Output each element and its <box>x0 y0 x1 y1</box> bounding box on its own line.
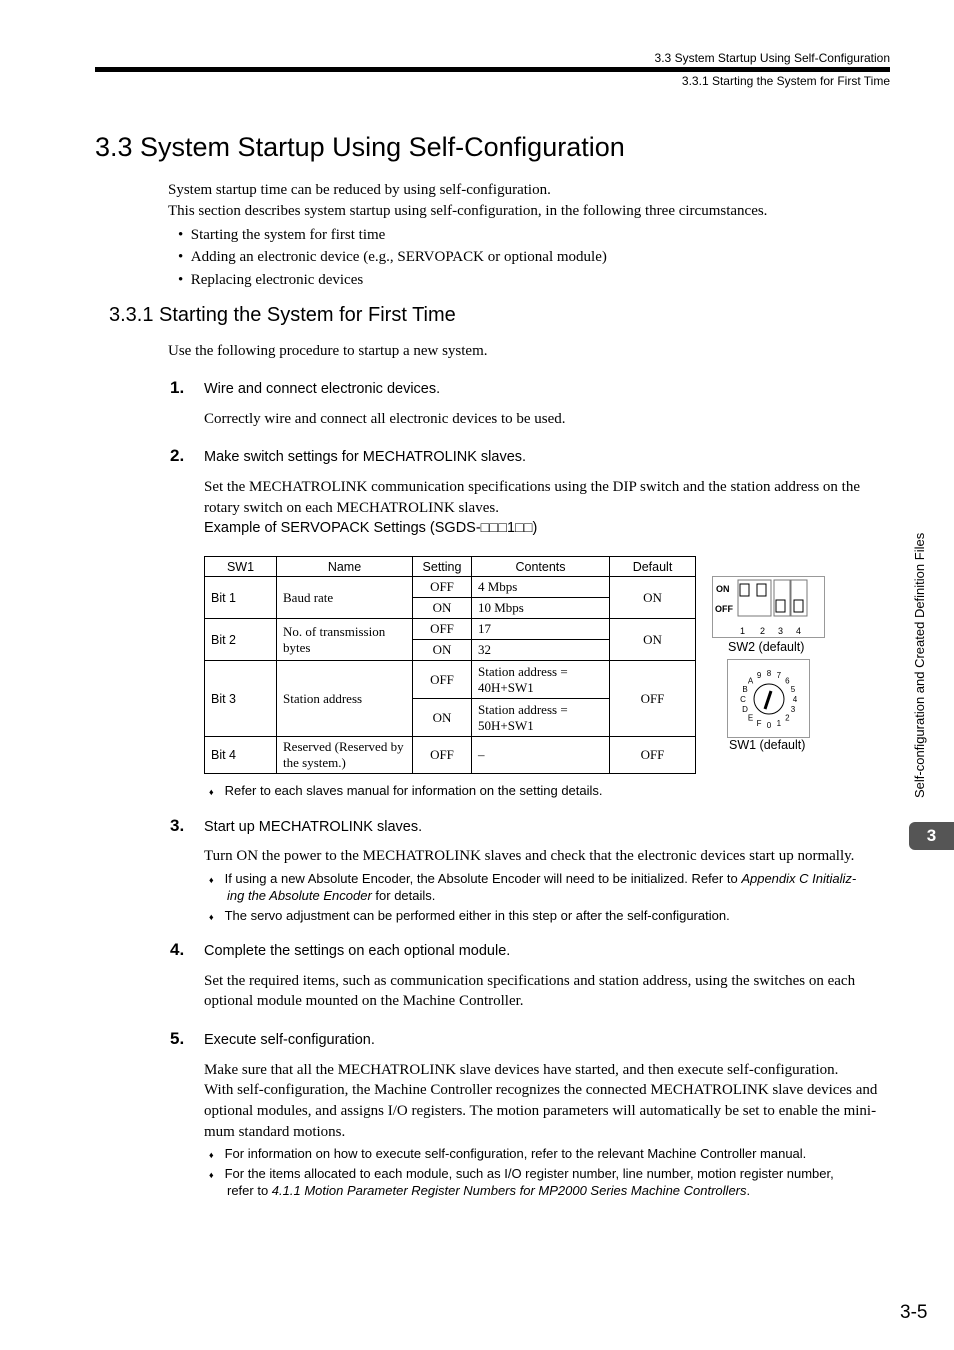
rotary-label: 1 <box>776 719 782 728</box>
table-cell-setting: OFF <box>413 577 472 598</box>
step-3-note-1-tail: for details. <box>371 888 436 903</box>
table-header: SW1 <box>205 557 277 577</box>
step-3-note-1-ref-cont: ing the Absolute Encoder <box>227 888 372 903</box>
rotary-label: A <box>747 676 754 686</box>
step-5-body-2: With self-configuration, the Machine Controller recognizes the connected MECHATROLINK slave devices and <box>204 1082 878 1098</box>
step-5-note-1: ♦ For information on how to execute self-configuration, refer to the relevant Machine Controller manual. <box>209 1146 807 1161</box>
sw2-caption: SW2 (default) <box>728 640 805 654</box>
rotary-label: 6 <box>785 676 790 686</box>
rotary-label: 9 <box>756 671 762 680</box>
dip-number-1: 1 <box>740 626 746 636</box>
table-row <box>205 577 696 598</box>
rotary-label: E <box>747 713 754 723</box>
table-header: Contents <box>472 557 610 577</box>
table-cell-setting: OFF <box>413 661 472 699</box>
rotary-label: F <box>756 719 762 728</box>
step-1-number: 1. <box>170 378 185 397</box>
bullet-3-text: Replacing electronic devices <box>190 272 364 288</box>
table-row <box>205 737 696 774</box>
table-cell-bit: Bit 1 <box>205 577 277 619</box>
step-5-note-2-text: For the items allocated to each module, such as I/O register number, line number, motion register number, <box>224 1166 834 1181</box>
table-cell-bit: Bit 2 <box>205 619 277 661</box>
table-cell-setting: OFF <box>413 619 472 640</box>
table-cell-default: OFF <box>610 661 696 737</box>
step-5-note-1-text: For information on how to execute self-configuration, refer to the relevant Machine Controller manual. <box>224 1146 807 1161</box>
bullet-2: • Adding an electronic device (e.g., SERVOPACK or optional module) <box>178 249 607 265</box>
side-chapter-label: Self-configuration and Created Definition Files <box>912 532 927 798</box>
table-cell-bit: Bit 4 <box>205 737 277 774</box>
header-rule <box>95 67 890 72</box>
table-cell-default: OFF <box>610 737 696 774</box>
dip-number-3: 3 <box>778 626 784 636</box>
servopack-settings-table <box>204 556 696 774</box>
step-3-number: 3. <box>170 816 185 835</box>
step-2-number: 2. <box>170 446 185 465</box>
dip-number-4: 4 <box>796 626 802 636</box>
table-cell-bit: Bit 3 <box>205 661 277 737</box>
dip-off-label: OFF <box>715 604 733 614</box>
dip-switch-sw2 <box>712 576 826 638</box>
step-4-body-2: optional module mounted on the Machine Controller. <box>204 993 524 1009</box>
subsection-intro: Use the following procedure to startup a new system. <box>168 343 488 359</box>
step-5-title: Execute self-configuration. <box>204 1032 375 1048</box>
step-3-body: Turn ON the power to the MECHATROLINK slaves and check that the electronic devices start up normally. <box>204 848 855 864</box>
table-cell-contents: 10 Mbps <box>472 598 610 619</box>
rotary-label: 5 <box>790 685 796 695</box>
table-cell-setting: OFF <box>413 737 472 774</box>
bullet-2-text: Adding an electronic device (e.g., SERVOPACK or optional module) <box>190 249 607 265</box>
step-3-note-1-ref: Appendix C Initializ- <box>741 871 857 886</box>
step-5-body-3: optional modules, and assigns I/O registers. The motion parameters will automatically be set to enable the mini- <box>204 1103 877 1119</box>
table-cell-name: Reserved (Reserved by the system.) <box>277 737 413 774</box>
rotary-label: D <box>742 704 748 714</box>
table-cell-name: Baud rate <box>277 577 413 619</box>
rotary-label: C <box>740 695 746 704</box>
step-3-note-1-text: If using a new Absolute Encoder, the Absolute Encoder will need to be initialized. Refer to <box>224 871 742 886</box>
table-header-row <box>205 557 696 577</box>
bullet-1: • Starting the system for first time <box>178 227 386 243</box>
intro-line-1: System startup time can be reduced by using self-configuration. <box>168 182 551 198</box>
table-cell-setting: ON <box>413 640 472 661</box>
intro-line-2: This section describes system startup using self-configuration, in the following three circumstances. <box>168 203 768 219</box>
step-3-note-1: ♦ If using a new Absolute Encoder, the Absolute Encoder will need to be initialized. Refer to Appendix C Initializ- <box>209 871 857 886</box>
step-5-note-2: ♦ For the items allocated to each module, such as I/O register number, line number, motion register number, <box>209 1166 834 1181</box>
step-2-example: Example of SERVOPACK Settings (SGDS-□□□1□□) <box>204 520 538 536</box>
table-cell-contents: Station address = 50H+SW1 <box>472 699 610 737</box>
rotary-label: 4 <box>792 695 798 704</box>
table-header: Setting <box>413 557 472 577</box>
table-cell-setting: ON <box>413 699 472 737</box>
sw1-caption: SW1 (default) <box>729 738 806 752</box>
step-2-body-2: rotary switch on each MECHATROLINK slaves. <box>204 500 499 516</box>
step-4-number: 4. <box>170 940 185 959</box>
table-cell-name: Station address <box>277 661 413 737</box>
step-3-title: Start up MECHATROLINK slaves. <box>204 819 423 835</box>
step-2-note-text: Refer to each slaves manual for information on the setting details. <box>224 783 603 798</box>
step-3-note-2: ♦ The servo adjustment can be performed either in this step or after the self-configuration. <box>209 908 730 923</box>
step-5-number: 5. <box>170 1029 185 1048</box>
bullet-3: • Replacing electronic devices <box>178 272 364 288</box>
running-header-section: 3.3 System Startup Using Self-Configuration <box>654 51 890 65</box>
subsection-title: 3.3.1 Starting the System for First Time <box>109 304 456 326</box>
running-header-subsection: 3.3.1 Starting the System for First Time <box>681 74 890 88</box>
step-5-note-2-tail: . <box>746 1183 751 1198</box>
step-5-note-2-ref: 4.1.1 Motion Parameter Register Numbers for MP2000 Series Machine Controllers <box>271 1183 747 1198</box>
step-3-note-2-text: The servo adjustment can be performed either in this step or after the self-configuration. <box>224 908 730 923</box>
table-cell-contents: – <box>472 737 610 774</box>
step-5-body-1: Make sure that all the MECHATROLINK slave devices have started, and then execute self-configuration. <box>204 1062 839 1078</box>
table-cell-default: ON <box>610 577 696 619</box>
step-5-note-2-cont <box>227 1182 750 1199</box>
step-3-note-1-cont <box>227 887 435 904</box>
table-header: Name <box>277 557 413 577</box>
rotary-switch-sw1 <box>727 659 811 739</box>
rotary-label: 8 <box>766 669 772 678</box>
rotary-label: 7 <box>776 671 782 680</box>
table-cell-default: ON <box>610 619 696 661</box>
table-cell-contents: 4 Mbps <box>472 577 610 598</box>
step-5-body-4: mum standard motions. <box>204 1124 346 1140</box>
step-1-body: Correctly wire and connect all electronic devices to be used. <box>204 411 566 427</box>
step-4-body-1: Set the required items, such as communication specifications and station address, using the switches on each <box>204 973 856 989</box>
table-cell-contents: 17 <box>472 619 610 640</box>
rotary-label: 0 <box>766 721 772 730</box>
table-cell-contents: Station address = 40H+SW1 <box>472 661 610 699</box>
step-1-title: Wire and connect electronic devices. <box>204 381 441 397</box>
table-row <box>205 619 696 640</box>
table-header: Default <box>610 557 696 577</box>
step-2-note: ♦ Refer to each slaves manual for information on the setting details. <box>209 783 603 798</box>
rotary-label: 3 <box>790 704 796 714</box>
table-cell-setting: ON <box>413 598 472 619</box>
page-number: 3-5 <box>900 1302 928 1323</box>
step-4-title: Complete the settings on each optional module. <box>204 943 511 959</box>
step-2-title: Make switch settings for MECHATROLINK slaves. <box>204 449 527 465</box>
table-row <box>205 661 696 699</box>
table-cell-name: No. of transmission bytes <box>277 619 413 661</box>
chapter-tab: 3 <box>909 822 954 850</box>
dip-number-2: 2 <box>760 626 766 636</box>
bullet-1-text: Starting the system for first time <box>190 227 386 243</box>
step-5-note-2-refer: refer to <box>227 1183 272 1198</box>
dip-on-label: ON <box>716 584 730 594</box>
table-cell-contents: 32 <box>472 640 610 661</box>
page-title: 3.3 System Startup Using Self-Configuration <box>95 132 625 162</box>
rotary-label: B <box>742 685 748 695</box>
step-2-body-1: Set the MECHATROLINK communication specifications using the DIP switch and the station address on the <box>204 479 861 495</box>
rotary-label: 2 <box>785 713 790 723</box>
